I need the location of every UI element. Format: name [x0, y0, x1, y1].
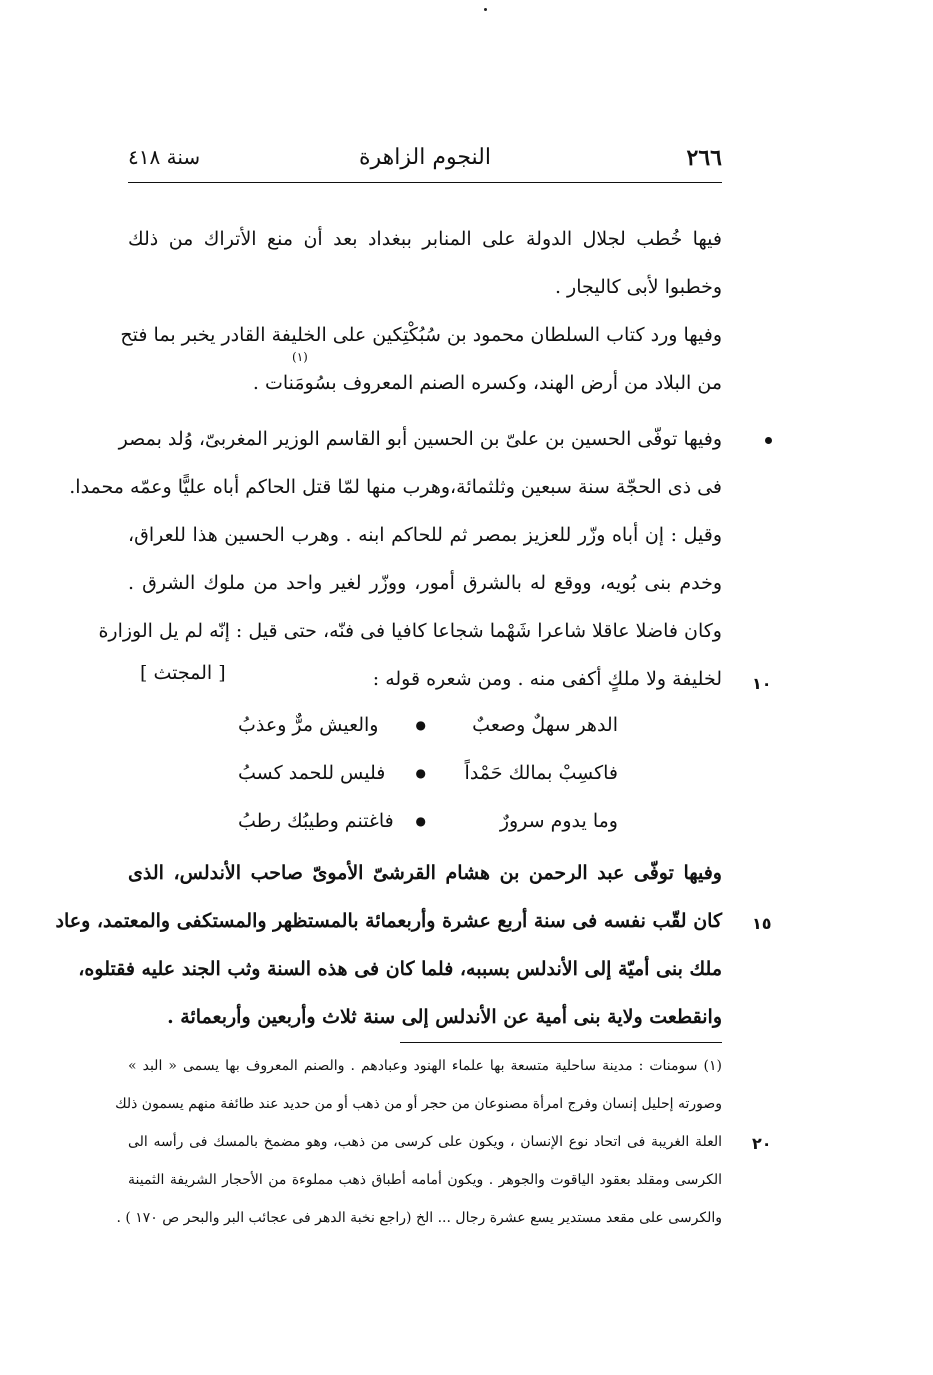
speck-mark [484, 8, 487, 11]
line-number: ١٠ [752, 674, 772, 693]
verse-hemistich: وما يدوم سرورٌ [499, 810, 618, 832]
verse-hemistich: فاكسِبْ بمالك حَمْداً [464, 762, 618, 784]
running-header [128, 145, 722, 183]
verse-line [238, 808, 618, 838]
text-line: وفيها توفّى الحسين بن علىّ بن الحسين أبو القاسم الوزير المغربىّ، وُلد بمصر [118, 428, 722, 450]
footnote-line: الكرسى ومقلد بعقود الياقوت والجوهر . ويكون أمامه أطباق ذهب مملوءة من الأحجار الشريفة الثمينة [128, 1172, 722, 1188]
text-line: وفيها ورد كتاب السلطان محمود بن سُبُكْتِكين على الخليفة القادر يخبر بما فتح [120, 324, 722, 346]
verse-line [238, 760, 618, 790]
footnote-line: العلة الغريبة فى اتحاد نوع الإنسان ، ويكون على كرسى من ذهب، وهو مضمخ بالمسك فى رأسه الى [128, 1134, 722, 1150]
meter-label: [ المجتث ] [140, 662, 226, 684]
text-line: وكان فاضلا عاقلا شاعرا شَهْما شجاعا كافيا فى فنّه، حتى قيل : إنّه لم يل الوزارة [98, 620, 722, 642]
page-number: ٢٦٦ [686, 145, 722, 171]
line-number: ١٥ [752, 914, 772, 933]
text-line: فى ذى الحجّة سنة سبعين وثلثمائة،وهرب منها لمّا قتل الحاكم أباه عليًّا وعمّه محمدا. [69, 476, 722, 498]
verse-separator: ● [415, 814, 426, 828]
margin-bullet [765, 437, 772, 444]
text-line-content: من البلاد من أرض الهند، وكسره الصنم المعروف بسُومَنات . [252, 372, 722, 394]
verse-line [238, 712, 618, 742]
verse-separator: ● [415, 766, 426, 780]
text-line: لخليفة ولا ملكٍ أكفى منه . ومن شعره قوله : [372, 668, 722, 690]
verse-separator: ● [415, 718, 426, 732]
footnote-ref: (١) [292, 350, 308, 364]
text-line: فيها خُطب لجلال الدولة على المنابر ببغداد بعد أن منع الأتراك من ذلك [128, 228, 722, 250]
text-line: وفيها توفّى عبد الرحمن بن هشام القرشىّ الأموىّ صاحب الأندلس، الذى [128, 862, 722, 884]
book-title: النجوم الزاهرة [359, 145, 491, 170]
line-number: ٢٠ [752, 1134, 772, 1153]
verse-hemistich: فاغتنم وطيبُك رطبُ [238, 810, 394, 832]
footnote-line: (١) سومنات : مدينة ساحلية متسعة بها علماء الهنود وعبادهم . والصنم المعروف بها يسمى « البد » [128, 1058, 722, 1074]
footnote-line: وصورته إحليل إنسان وفرج امرأة مصنوعان من حجر أو من ذهب أو من حديد عند طائفة منهم يسمون ذلك [115, 1096, 722, 1112]
verse-hemistich: والعيش مرٌّ وعذبُ [238, 714, 379, 736]
text-line: وخدم بنى بُويه، ووقع له بالشرق أمور، ووزّر لغير واحد من ملوك الشرق . [128, 572, 722, 594]
verse-hemistich: فليس للحمد كسبُ [238, 762, 386, 784]
text-line [128, 370, 722, 398]
year-label: سنة ٤١٨ [128, 145, 201, 169]
text-line: كان لقّب نفسه فى سنة أربع عشرة وأربعمائة بالمستظهر والمستكفى والمعتمد، وعاد [55, 910, 722, 932]
header-rule [128, 182, 722, 183]
text-line: وقيل : إن أباه وزّر للعزيز بمصر ثم للحاكم ابنه . وهرب الحسين هذا للعراق، [128, 524, 722, 546]
footnote-rule [400, 1042, 722, 1043]
footnote-line: والكرسى على مقعد مستدير يسع عشرة رجال ... الخ (راجع نخبة الدهر فى عجائب البر والبحر ص ١٧٠ ) . [116, 1210, 722, 1226]
text-line: وانقطعت ولاية بنى أمية عن الأندلس إلى سنة ثلاث وأربعين وأربعمائة . [167, 1006, 722, 1028]
verse-hemistich: الدهر سهلٌ وصعبٌ [472, 714, 618, 736]
text-line: ملك بنى أميّة إلى الأندلس بسببه، فلما كان فى هذه السنة وثب الجند عليه فقتلوه، [78, 958, 722, 980]
text-line: وخطبوا لأبى كاليجار . [554, 276, 722, 298]
